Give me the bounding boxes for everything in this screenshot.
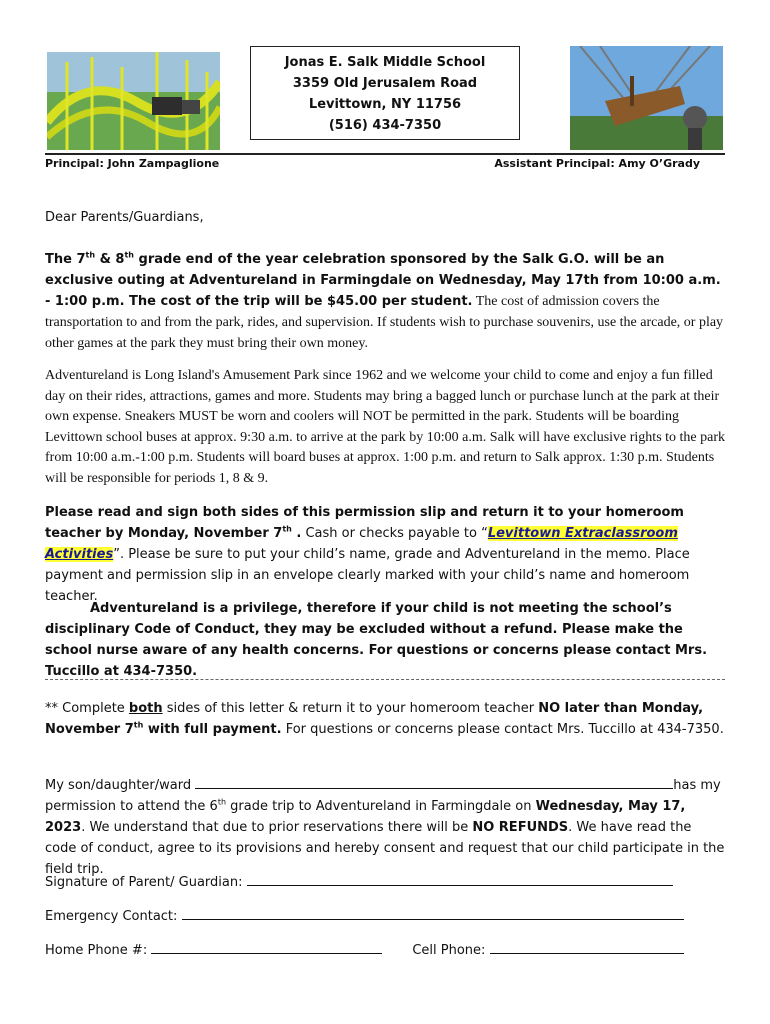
header-rule: [45, 153, 725, 155]
slip-permission-statement: My son/daughter/ward has my permission to attend the 6th grade trip to Adventureland in Farmingdale on Wednesday, May 17, 2023. We understand that due to prior reservations there will be NO REFUNDS. We have read the code of conduct, agree to its provisions and hereby consent and request that our child participate in the field trip.: [45, 774, 725, 880]
home-phone-label: Home Phone #:: [45, 943, 152, 958]
paragraph-adventureland-info: Adventureland is Long Island's Amusement Park since 1962 and we welcome your child to come and enjoy a fun filled day on their rides, attractions, games and more. Students may bring a bagged lunch or purchase lunch at the park at their own expense. Sneakers MUST be worn and coolers will NOT be permitted in the park. Students will be boarding Levittown school buses at approx. 9:30 a.m. to arrive at the park by 10:00 a.m. Salk will have exclusive rights to the park from 10:00 a.m.-1:00 p.m. Students will board buses at approx. 1:00 p.m. and return to Salk approx. 1:30 p.m. Students will be responsible for periods 1, 8 & 9.: [45, 368, 726, 486]
paragraph-trip-details: The 7th & 8th grade end of the year celebration sponsored by the Salk G.O. will be an exclusive outing at Adventureland in Farmingdale on Wednesday, May 17th from 10:00 a.m. - 1:00 p.m. The cost of the trip will be $45.00 per student. The cost of admission covers the transportation to and from the park, rides, and supervision. If students wish to purchase souvenirs, use the arcade, or play other games at the park they must bring their own money.: [45, 250, 724, 351]
roller-coaster-photo: [47, 52, 220, 150]
pirate-ship-ride-photo: [570, 46, 723, 150]
phone-row: [45, 939, 725, 961]
assistant-principal-name: Assistant Principal: Amy O’Grady: [494, 157, 700, 170]
emergency-contact-row: [45, 905, 725, 927]
slip-return-notice: ** Complete both sides of this letter & return it to your homeroom teacher NO later than Monday, November 7th with full payment. For questions or concerns please contact Mrs. Tuccillo at 434-7350.: [45, 701, 724, 737]
emergency-contact-line[interactable]: [182, 905, 684, 920]
school-name: Jonas E. Salk Middle School: [284, 55, 486, 70]
cell-phone-label: Cell Phone:: [412, 943, 490, 958]
payee-highlight: Levittown Extraclassroom Activities: [45, 526, 678, 562]
school-phone: (516) 434-7350: [328, 118, 442, 133]
home-phone-line[interactable]: [151, 939, 382, 954]
student-name-line[interactable]: [195, 774, 673, 789]
paragraph-code-of-conduct: Adventureland is a privilege, therefore if your child is not meeting the school’s disciplinary Code of Conduct, they may be excluded without a refund. Please make the school nurse aware of any health concerns. For questions or concerns please contact Mrs. Tuccillo at 434-7350.: [45, 601, 708, 679]
school-street: 3359 Old Jerusalem Road: [292, 76, 478, 91]
signature-label: Signature of Parent/ Guardian:: [45, 875, 247, 890]
greeting: Dear Parents/Guardians,: [45, 210, 204, 225]
school-address-box: [250, 46, 520, 140]
emergency-contact-label: Emergency Contact:: [45, 909, 182, 924]
paragraph-permission-instructions: Please read and sign both sides of this permission slip and return it to your homeroom teacher by Monday, November 7th . Cash or checks payable to “Levittown Extraclassroom Activities”. Please be sure to put your child’s name, grade and Adventureland in the memo. Place payment and permission slip in an envelope clearly marked with your child’s name and homeroom teacher.: [45, 505, 690, 604]
signature-row: [45, 871, 725, 893]
cell-phone-line[interactable]: [490, 939, 684, 954]
signature-line[interactable]: [247, 871, 673, 886]
school-city: Levittown, NY 11756: [308, 97, 462, 112]
principal-name: Principal: John Zampaglione: [45, 157, 220, 170]
cut-line: [45, 679, 725, 680]
